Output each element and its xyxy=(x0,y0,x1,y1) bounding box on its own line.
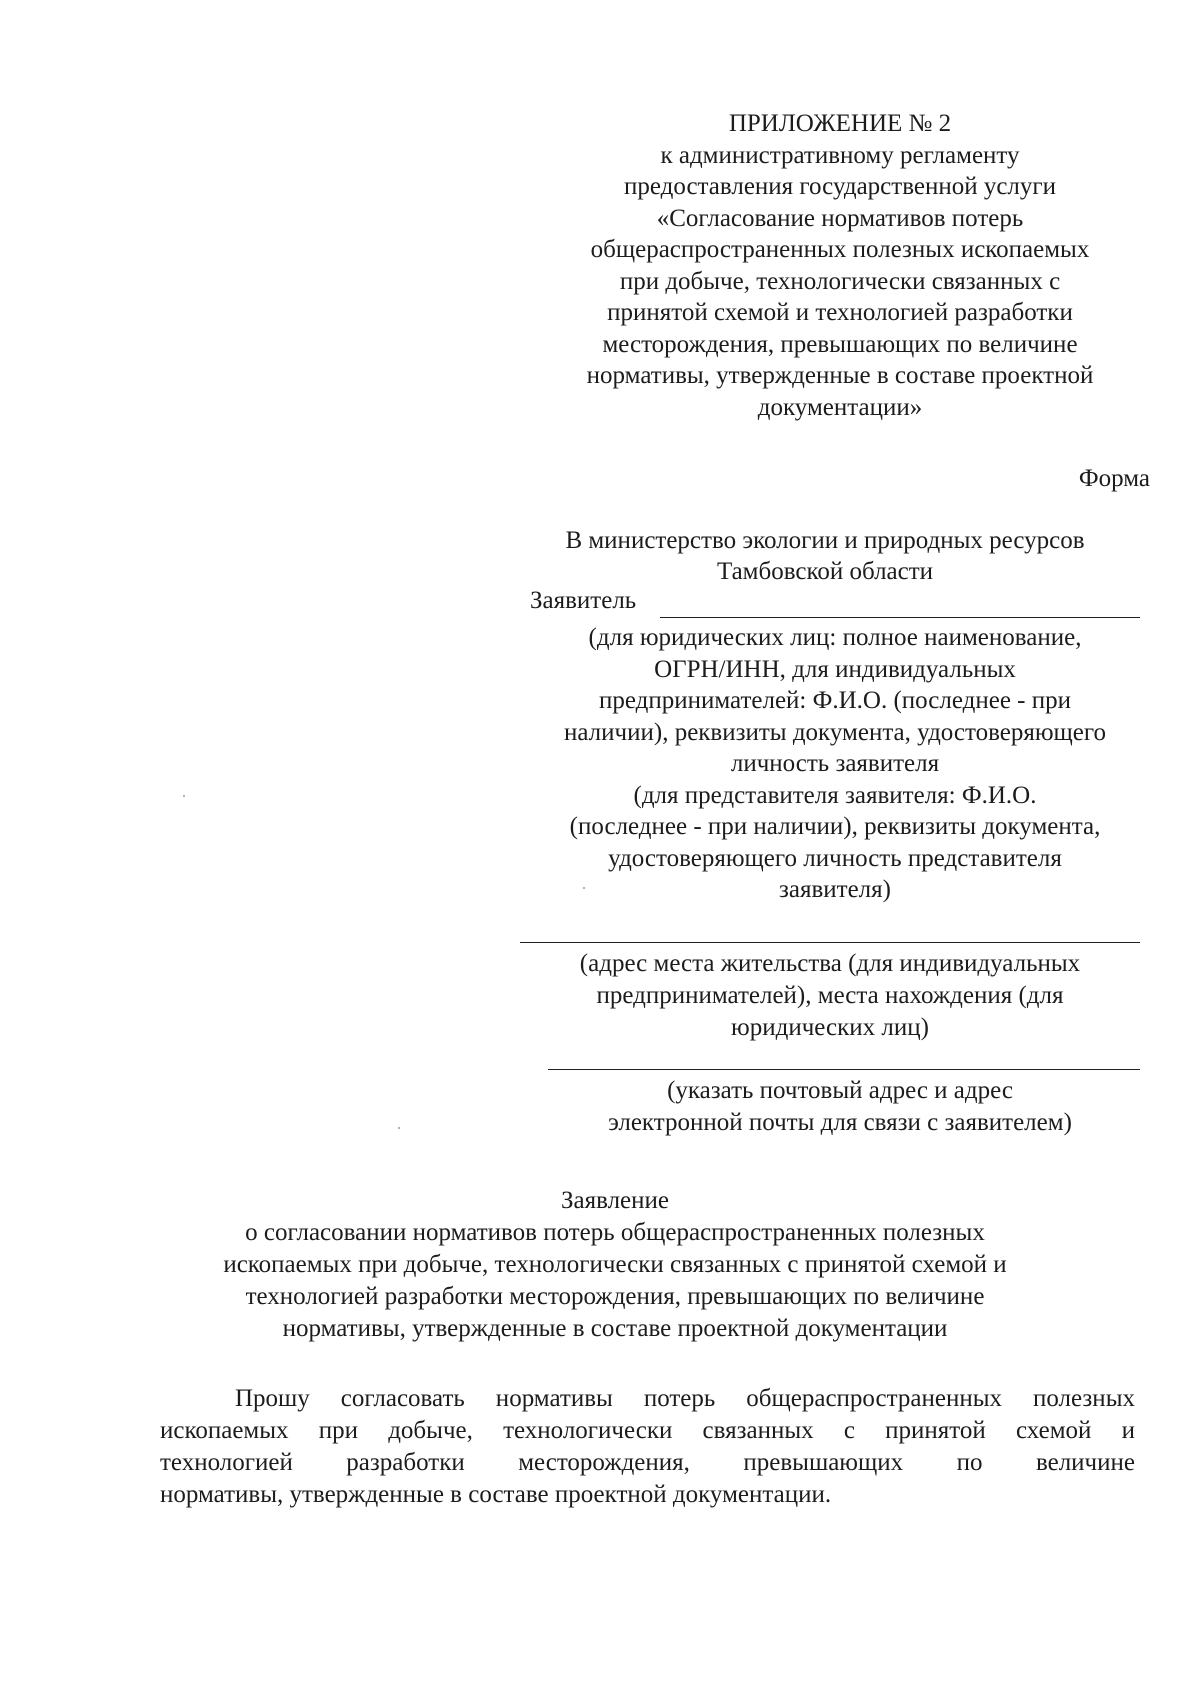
appendix-line: документации» xyxy=(757,393,923,421)
hint-line: (для юридических лиц: полное наименование, xyxy=(588,624,1082,651)
hint-line: наличии), реквизиты документа, удостоверяющего xyxy=(563,718,1107,746)
hint-line: (последнее - при наличии), реквизиты документа, xyxy=(569,813,1101,840)
hint-line: электронной почты для связи с заявителем) xyxy=(608,1109,1072,1136)
address-hint xyxy=(525,948,1135,1044)
paragraph-line: Прошу согласовать нормативы потерь общераспространенных полезных xyxy=(235,1385,1135,1412)
paragraph-line: технологией разработки месторождения, превышающих по величине xyxy=(160,1449,1135,1476)
applicant-label: Заявитель xyxy=(530,587,637,614)
paragraph-line: ископаемых при добыче, технологически связанных с принятой схемой и xyxy=(160,1417,1135,1444)
hint-line: заявителя) xyxy=(779,876,891,903)
statement-line: технологией разработки месторождения, превышающих по величине xyxy=(245,1283,985,1310)
hint-line: предпринимателей), места нахождения (для xyxy=(596,982,1064,1009)
applicant-fill-line[interactable] xyxy=(660,617,1140,618)
statement-line: ископаемых при добыче, технологически связанных с принятой схемой и xyxy=(223,1251,1007,1278)
applicant-field[interactable] xyxy=(530,587,1140,619)
scan-speck xyxy=(398,1127,400,1129)
appendix-title: ПРИЛОЖЕНИЕ № 2 xyxy=(728,110,952,137)
appendix-header xyxy=(545,108,1135,423)
addressee-block xyxy=(500,525,1150,587)
appendix-line: при добыче, технологически связанных с xyxy=(619,267,1061,295)
hint-line: личность заявителя xyxy=(730,750,940,777)
contact-hint xyxy=(540,1075,1140,1139)
hint-line: ОГРН/ИНН, для индивидуальных xyxy=(654,655,1016,683)
form-label: Форма xyxy=(1078,465,1150,492)
hint-line: (для представителя заявителя: Ф.И.О. xyxy=(633,781,1037,809)
paragraph-line: нормативы, утвержденные в составе проектной документации. xyxy=(160,1481,832,1508)
statement-line: о согласовании нормативов потерь общераспространенных полезных xyxy=(245,1219,985,1246)
request-paragraph xyxy=(160,1383,1135,1511)
statement-heading: Заявление xyxy=(560,1187,670,1214)
statement-title-block xyxy=(160,1185,1070,1345)
appendix-line: общераспространенных полезных ископаемых xyxy=(590,236,1090,263)
applicant-hint xyxy=(515,622,1155,906)
hint-line: предпринимателей: Ф.И.О. (последнее - при xyxy=(598,687,1072,714)
appendix-line: «Согласование нормативов потерь xyxy=(656,204,1024,232)
hint-line: удостоверяющего личность представителя xyxy=(608,844,1062,872)
appendix-line: принятой схемой и технологией разработки xyxy=(607,299,1073,326)
hint-line: (адрес места жительства (для индивидуальных xyxy=(579,950,1081,977)
hint-line: (указать почтовый адрес и адрес xyxy=(667,1077,1013,1104)
appendix-line: месторождения, превышающих по величине xyxy=(602,330,1078,358)
contact-fill-line[interactable] xyxy=(548,1069,1140,1070)
address-fill-line[interactable] xyxy=(520,942,1140,943)
scan-speck xyxy=(183,795,185,797)
appendix-line: нормативы, утвержденные в составе проектной xyxy=(586,362,1094,389)
statement-line: нормативы, утвержденные в составе проектной документации xyxy=(282,1315,948,1342)
addressee-line: В министерство экологии и природных ресурсов xyxy=(565,527,1085,554)
addressee-line: Тамбовской области xyxy=(716,558,934,585)
hint-line: юридических лиц) xyxy=(731,1014,929,1041)
appendix-line: к административному регламенту xyxy=(660,141,1020,169)
scan-speck xyxy=(583,887,585,889)
appendix-line: предоставления государственной услуги xyxy=(623,173,1057,200)
